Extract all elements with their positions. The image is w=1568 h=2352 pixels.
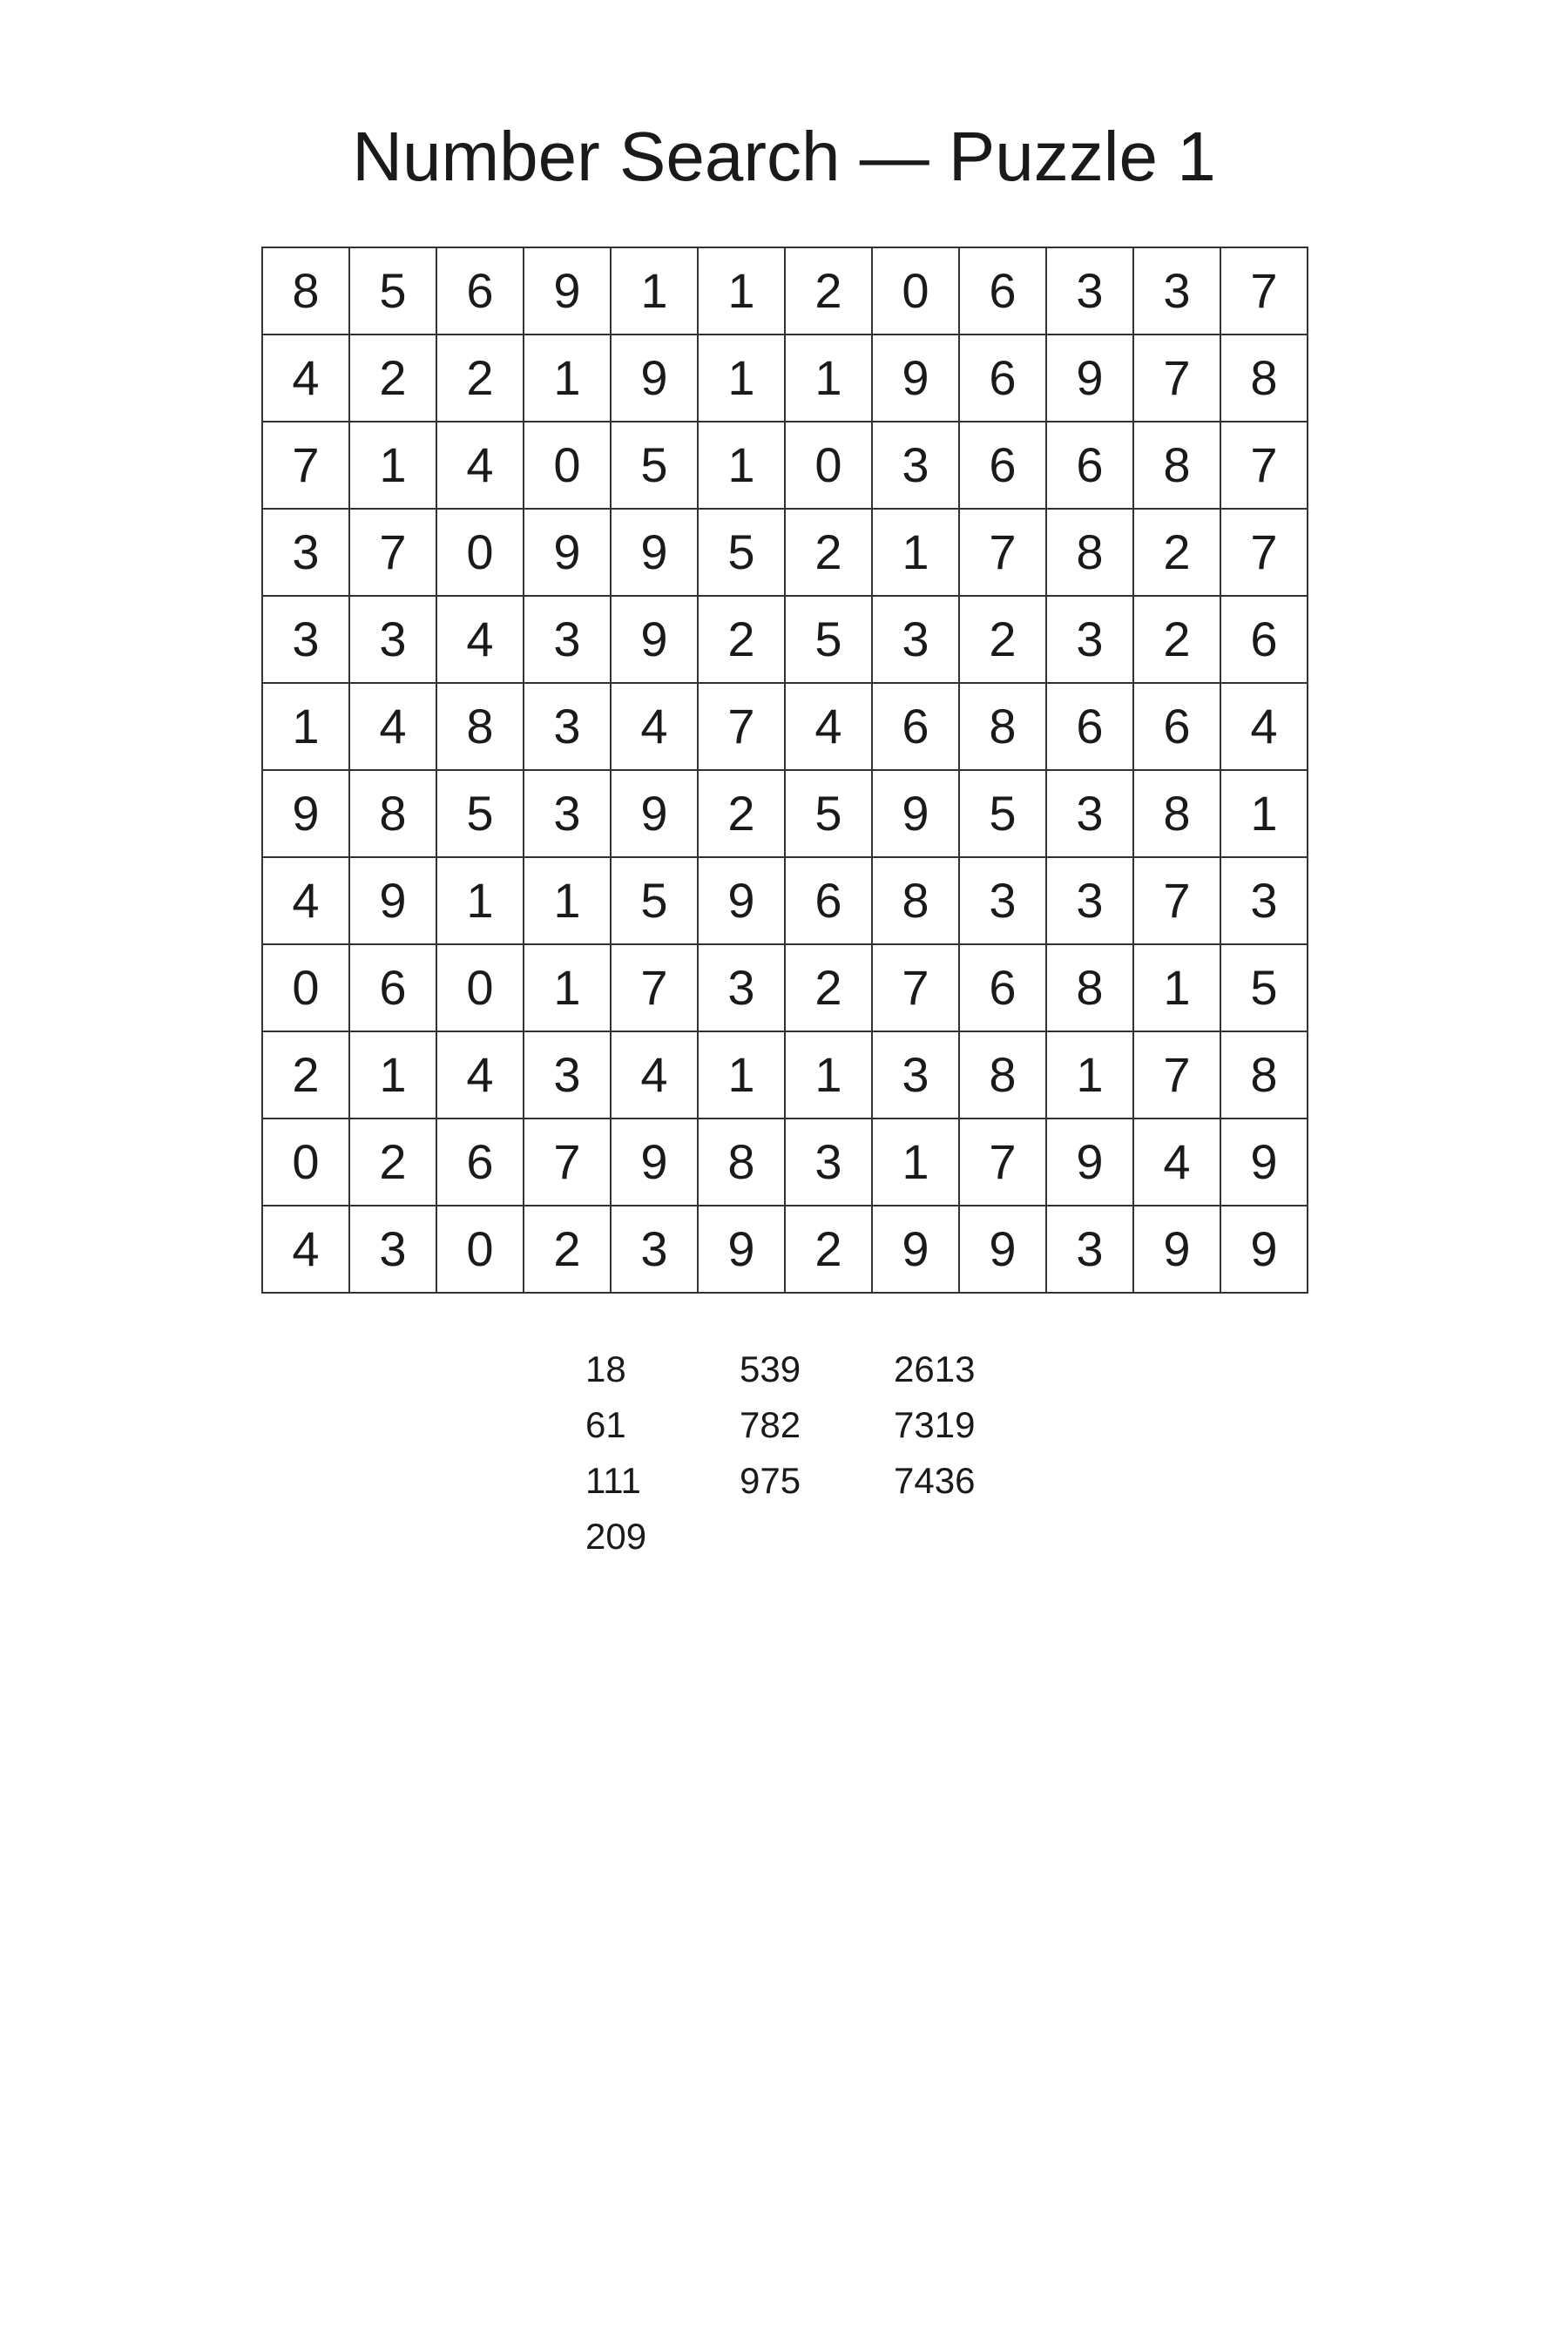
grid-cell: 1	[1221, 771, 1308, 858]
word-list-item: 111	[585, 1460, 641, 1501]
grid-cell: 7	[1221, 422, 1308, 510]
grid-cell: 7	[1221, 510, 1308, 597]
grid-cell: 9	[1047, 1119, 1134, 1206]
grid-cell: 6	[437, 1119, 524, 1206]
grid-cell: 8	[1221, 335, 1308, 422]
grid-cell: 0	[437, 945, 524, 1032]
grid-cell: 9	[1047, 335, 1134, 422]
grid-cell: 9	[612, 510, 699, 597]
grid-cell: 7	[960, 510, 1047, 597]
word-list-item: 7319	[894, 1404, 976, 1445]
grid-cell: 1	[350, 1032, 437, 1119]
grid-cell: 7	[263, 422, 350, 510]
grid-cell: 2	[786, 248, 873, 335]
grid-cell: 3	[873, 1032, 960, 1119]
grid-cell: 3	[699, 945, 786, 1032]
grid-cell: 3	[1047, 858, 1134, 945]
word-list-item: 782	[740, 1404, 801, 1445]
grid-cell: 6	[960, 422, 1047, 510]
grid-cell: 9	[873, 771, 960, 858]
grid-cell: 2	[437, 335, 524, 422]
grid-cell: 3	[1047, 597, 1134, 684]
grid-cell: 1	[263, 684, 350, 771]
grid-cell: 6	[960, 335, 1047, 422]
grid-cell: 3	[960, 858, 1047, 945]
grid-cell: 3	[524, 684, 612, 771]
grid-cell: 4	[350, 684, 437, 771]
word-list-column	[740, 1342, 894, 1565]
grid-cell: 1	[524, 858, 612, 945]
grid-cell: 8	[263, 248, 350, 335]
grid-cell: 3	[524, 597, 612, 684]
grid-cell: 3	[350, 1206, 437, 1294]
grid-cell: 3	[1047, 248, 1134, 335]
grid-cell: 3	[1134, 248, 1221, 335]
grid-cell: 1	[524, 335, 612, 422]
grid-cell: 6	[437, 248, 524, 335]
grid-cell: 3	[1047, 771, 1134, 858]
grid-cell: 7	[1221, 248, 1308, 335]
grid-cell: 1	[699, 422, 786, 510]
grid-cell: 7	[873, 945, 960, 1032]
grid-cell: 4	[612, 684, 699, 771]
grid-cell: 5	[786, 771, 873, 858]
grid-cell: 7	[612, 945, 699, 1032]
grid-cell: 1	[699, 248, 786, 335]
word-list	[585, 1342, 1048, 1565]
grid-cell: 8	[350, 771, 437, 858]
grid-cell: 6	[1047, 684, 1134, 771]
grid-cell: 9	[612, 1119, 699, 1206]
grid-cell: 3	[873, 597, 960, 684]
grid-cell: 3	[263, 597, 350, 684]
grid-cell: 9	[524, 510, 612, 597]
word-list-item: 18	[585, 1348, 626, 1389]
grid-cell: 0	[437, 510, 524, 597]
grid-cell: 6	[960, 248, 1047, 335]
grid-cell: 3	[350, 597, 437, 684]
word-list-column	[585, 1342, 740, 1565]
grid-cell: 9	[350, 858, 437, 945]
grid-cell: 5	[437, 771, 524, 858]
grid-cell: 3	[524, 771, 612, 858]
grid-cell: 7	[524, 1119, 612, 1206]
grid-cell: 8	[1221, 1032, 1308, 1119]
grid-cell: 3	[873, 422, 960, 510]
grid-cell: 6	[1221, 597, 1308, 684]
grid-cell: 2	[960, 597, 1047, 684]
grid-cell: 6	[786, 858, 873, 945]
grid-cell: 2	[1134, 597, 1221, 684]
word-list-item: 61	[585, 1404, 626, 1445]
grid-cell: 1	[524, 945, 612, 1032]
grid-cell: 0	[263, 945, 350, 1032]
grid-cell: 9	[1221, 1119, 1308, 1206]
grid-cell: 5	[960, 771, 1047, 858]
grid-cell: 6	[1047, 422, 1134, 510]
grid-cell: 4	[1134, 1119, 1221, 1206]
grid-cell: 0	[786, 422, 873, 510]
grid-cell: 3	[263, 510, 350, 597]
grid-cell: 7	[1134, 335, 1221, 422]
grid-cell: 5	[699, 510, 786, 597]
grid-cell: 6	[1134, 684, 1221, 771]
grid-cell: 8	[960, 684, 1047, 771]
grid-cell: 8	[1134, 422, 1221, 510]
grid-cell: 8	[1047, 945, 1134, 1032]
grid-cell: 8	[873, 858, 960, 945]
grid-cell: 7	[350, 510, 437, 597]
grid-cell: 9	[960, 1206, 1047, 1294]
grid-cell: 9	[612, 597, 699, 684]
word-list-item: 7436	[894, 1460, 976, 1501]
grid-cell: 2	[786, 945, 873, 1032]
grid-cell: 1	[1134, 945, 1221, 1032]
grid-cell: 2	[350, 335, 437, 422]
word-list-item: 209	[585, 1516, 647, 1557]
grid-cell: 4	[437, 1032, 524, 1119]
grid-cell: 1	[699, 1032, 786, 1119]
grid-cell: 0	[873, 248, 960, 335]
grid-cell: 0	[263, 1119, 350, 1206]
grid-cell: 2	[350, 1119, 437, 1206]
grid-cell: 9	[263, 771, 350, 858]
grid-cell: 1	[350, 422, 437, 510]
grid-cell: 0	[524, 422, 612, 510]
grid-cell: 5	[350, 248, 437, 335]
grid-cell: 1	[786, 335, 873, 422]
grid-cell: 7	[1134, 1032, 1221, 1119]
grid-cell: 4	[786, 684, 873, 771]
grid-cell: 1	[873, 1119, 960, 1206]
grid-cell: 1	[699, 335, 786, 422]
grid-cell: 8	[1047, 510, 1134, 597]
grid-cell: 5	[612, 422, 699, 510]
word-list-item: 2613	[894, 1348, 976, 1389]
grid-cell: 6	[960, 945, 1047, 1032]
grid-cell: 9	[699, 1206, 786, 1294]
grid-cell: 9	[612, 335, 699, 422]
grid-cell: 0	[437, 1206, 524, 1294]
number-grid	[261, 247, 1308, 1294]
grid-cell: 4	[263, 858, 350, 945]
grid-cell: 3	[1221, 858, 1308, 945]
grid-cell: 9	[699, 858, 786, 945]
grid-cell: 9	[1134, 1206, 1221, 1294]
grid-cell: 9	[1221, 1206, 1308, 1294]
word-list-item: 975	[740, 1460, 801, 1501]
word-list-item: 539	[740, 1348, 801, 1389]
grid-cell: 4	[263, 335, 350, 422]
grid-cell: 5	[612, 858, 699, 945]
grid-cell: 5	[1221, 945, 1308, 1032]
grid-cell: 4	[1221, 684, 1308, 771]
grid-cell: 5	[786, 597, 873, 684]
grid-cell: 7	[699, 684, 786, 771]
grid-cell: 8	[699, 1119, 786, 1206]
grid-cell: 8	[960, 1032, 1047, 1119]
grid-cell: 7	[1134, 858, 1221, 945]
grid-cell: 9	[612, 771, 699, 858]
grid-cell: 8	[437, 684, 524, 771]
grid-cell: 6	[873, 684, 960, 771]
grid-cell: 6	[350, 945, 437, 1032]
grid-cell: 4	[437, 597, 524, 684]
grid-cell: 2	[699, 771, 786, 858]
grid-cell: 2	[1134, 510, 1221, 597]
grid-cell: 1	[873, 510, 960, 597]
grid-cell: 4	[263, 1206, 350, 1294]
grid-cell: 1	[1047, 1032, 1134, 1119]
page-title: Number Search — Puzzle 1	[352, 118, 1216, 195]
grid-cell: 3	[786, 1119, 873, 1206]
grid-cell: 3	[612, 1206, 699, 1294]
grid-cell: 2	[786, 510, 873, 597]
grid-cell: 2	[786, 1206, 873, 1294]
grid-cell: 1	[612, 248, 699, 335]
word-list-column	[894, 1342, 1048, 1565]
grid-cell: 2	[263, 1032, 350, 1119]
grid-cell: 3	[1047, 1206, 1134, 1294]
grid-cell: 4	[437, 422, 524, 510]
grid-cell: 1	[786, 1032, 873, 1119]
grid-cell: 9	[873, 1206, 960, 1294]
grid-cell: 2	[524, 1206, 612, 1294]
grid-cell: 3	[524, 1032, 612, 1119]
grid-cell: 2	[699, 597, 786, 684]
grid-cell: 7	[960, 1119, 1047, 1206]
grid-cell: 9	[873, 335, 960, 422]
grid-cell: 8	[1134, 771, 1221, 858]
grid-cell: 1	[437, 858, 524, 945]
grid-cell: 4	[612, 1032, 699, 1119]
grid-cell: 9	[524, 248, 612, 335]
